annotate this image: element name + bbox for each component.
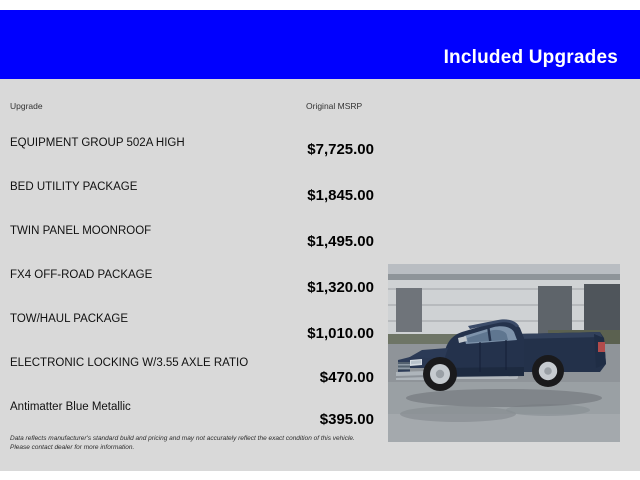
upgrade-price: $1,495.00 xyxy=(307,233,374,250)
upgrade-price: $7,725.00 xyxy=(307,141,374,158)
table-row xyxy=(0,253,390,297)
upgrade-price: $395.00 xyxy=(319,411,374,428)
column-header-upgrade: Upgrade xyxy=(10,101,43,111)
table-row xyxy=(0,297,390,341)
upgrades-table xyxy=(0,121,390,429)
upgrade-label: Antimatter Blue Metallic xyxy=(10,401,131,413)
page-title: Included Upgrades xyxy=(443,47,618,68)
upgrade-price: $470.00 xyxy=(319,369,374,386)
bottom-strip xyxy=(0,471,640,480)
vehicle-photo xyxy=(388,264,620,442)
table-row xyxy=(0,121,390,165)
disclaimer-text: Data reflects manufacturer's standard build and pricing and may not accurately reflect the exact condition of this vehicle. Please contact dealer for more information. xyxy=(10,435,355,451)
upgrade-label: TWIN PANEL MOONROOF xyxy=(10,225,152,237)
header-banner xyxy=(0,10,640,79)
table-row xyxy=(0,341,390,385)
upgrade-label: TOW/HAUL PACKAGE xyxy=(10,313,129,325)
table-row xyxy=(0,385,390,429)
upgrade-label: ELECTRONIC LOCKING W/3.55 AXLE RATIO xyxy=(10,357,249,369)
column-header-msrp: Original MSRP xyxy=(306,101,363,111)
upgrade-price: $1,845.00 xyxy=(307,187,374,204)
upgrade-label: FX4 OFF-ROAD PACKAGE xyxy=(10,269,153,281)
table-row xyxy=(0,209,390,253)
upgrade-label: BED UTILITY PACKAGE xyxy=(10,181,138,193)
upgrade-label: EQUIPMENT GROUP 502A HIGH xyxy=(10,137,185,149)
upgrades-panel xyxy=(0,79,640,471)
upgrade-price: $1,320.00 xyxy=(307,279,374,296)
upgrade-price: $1,010.00 xyxy=(307,325,374,342)
table-row xyxy=(0,165,390,209)
